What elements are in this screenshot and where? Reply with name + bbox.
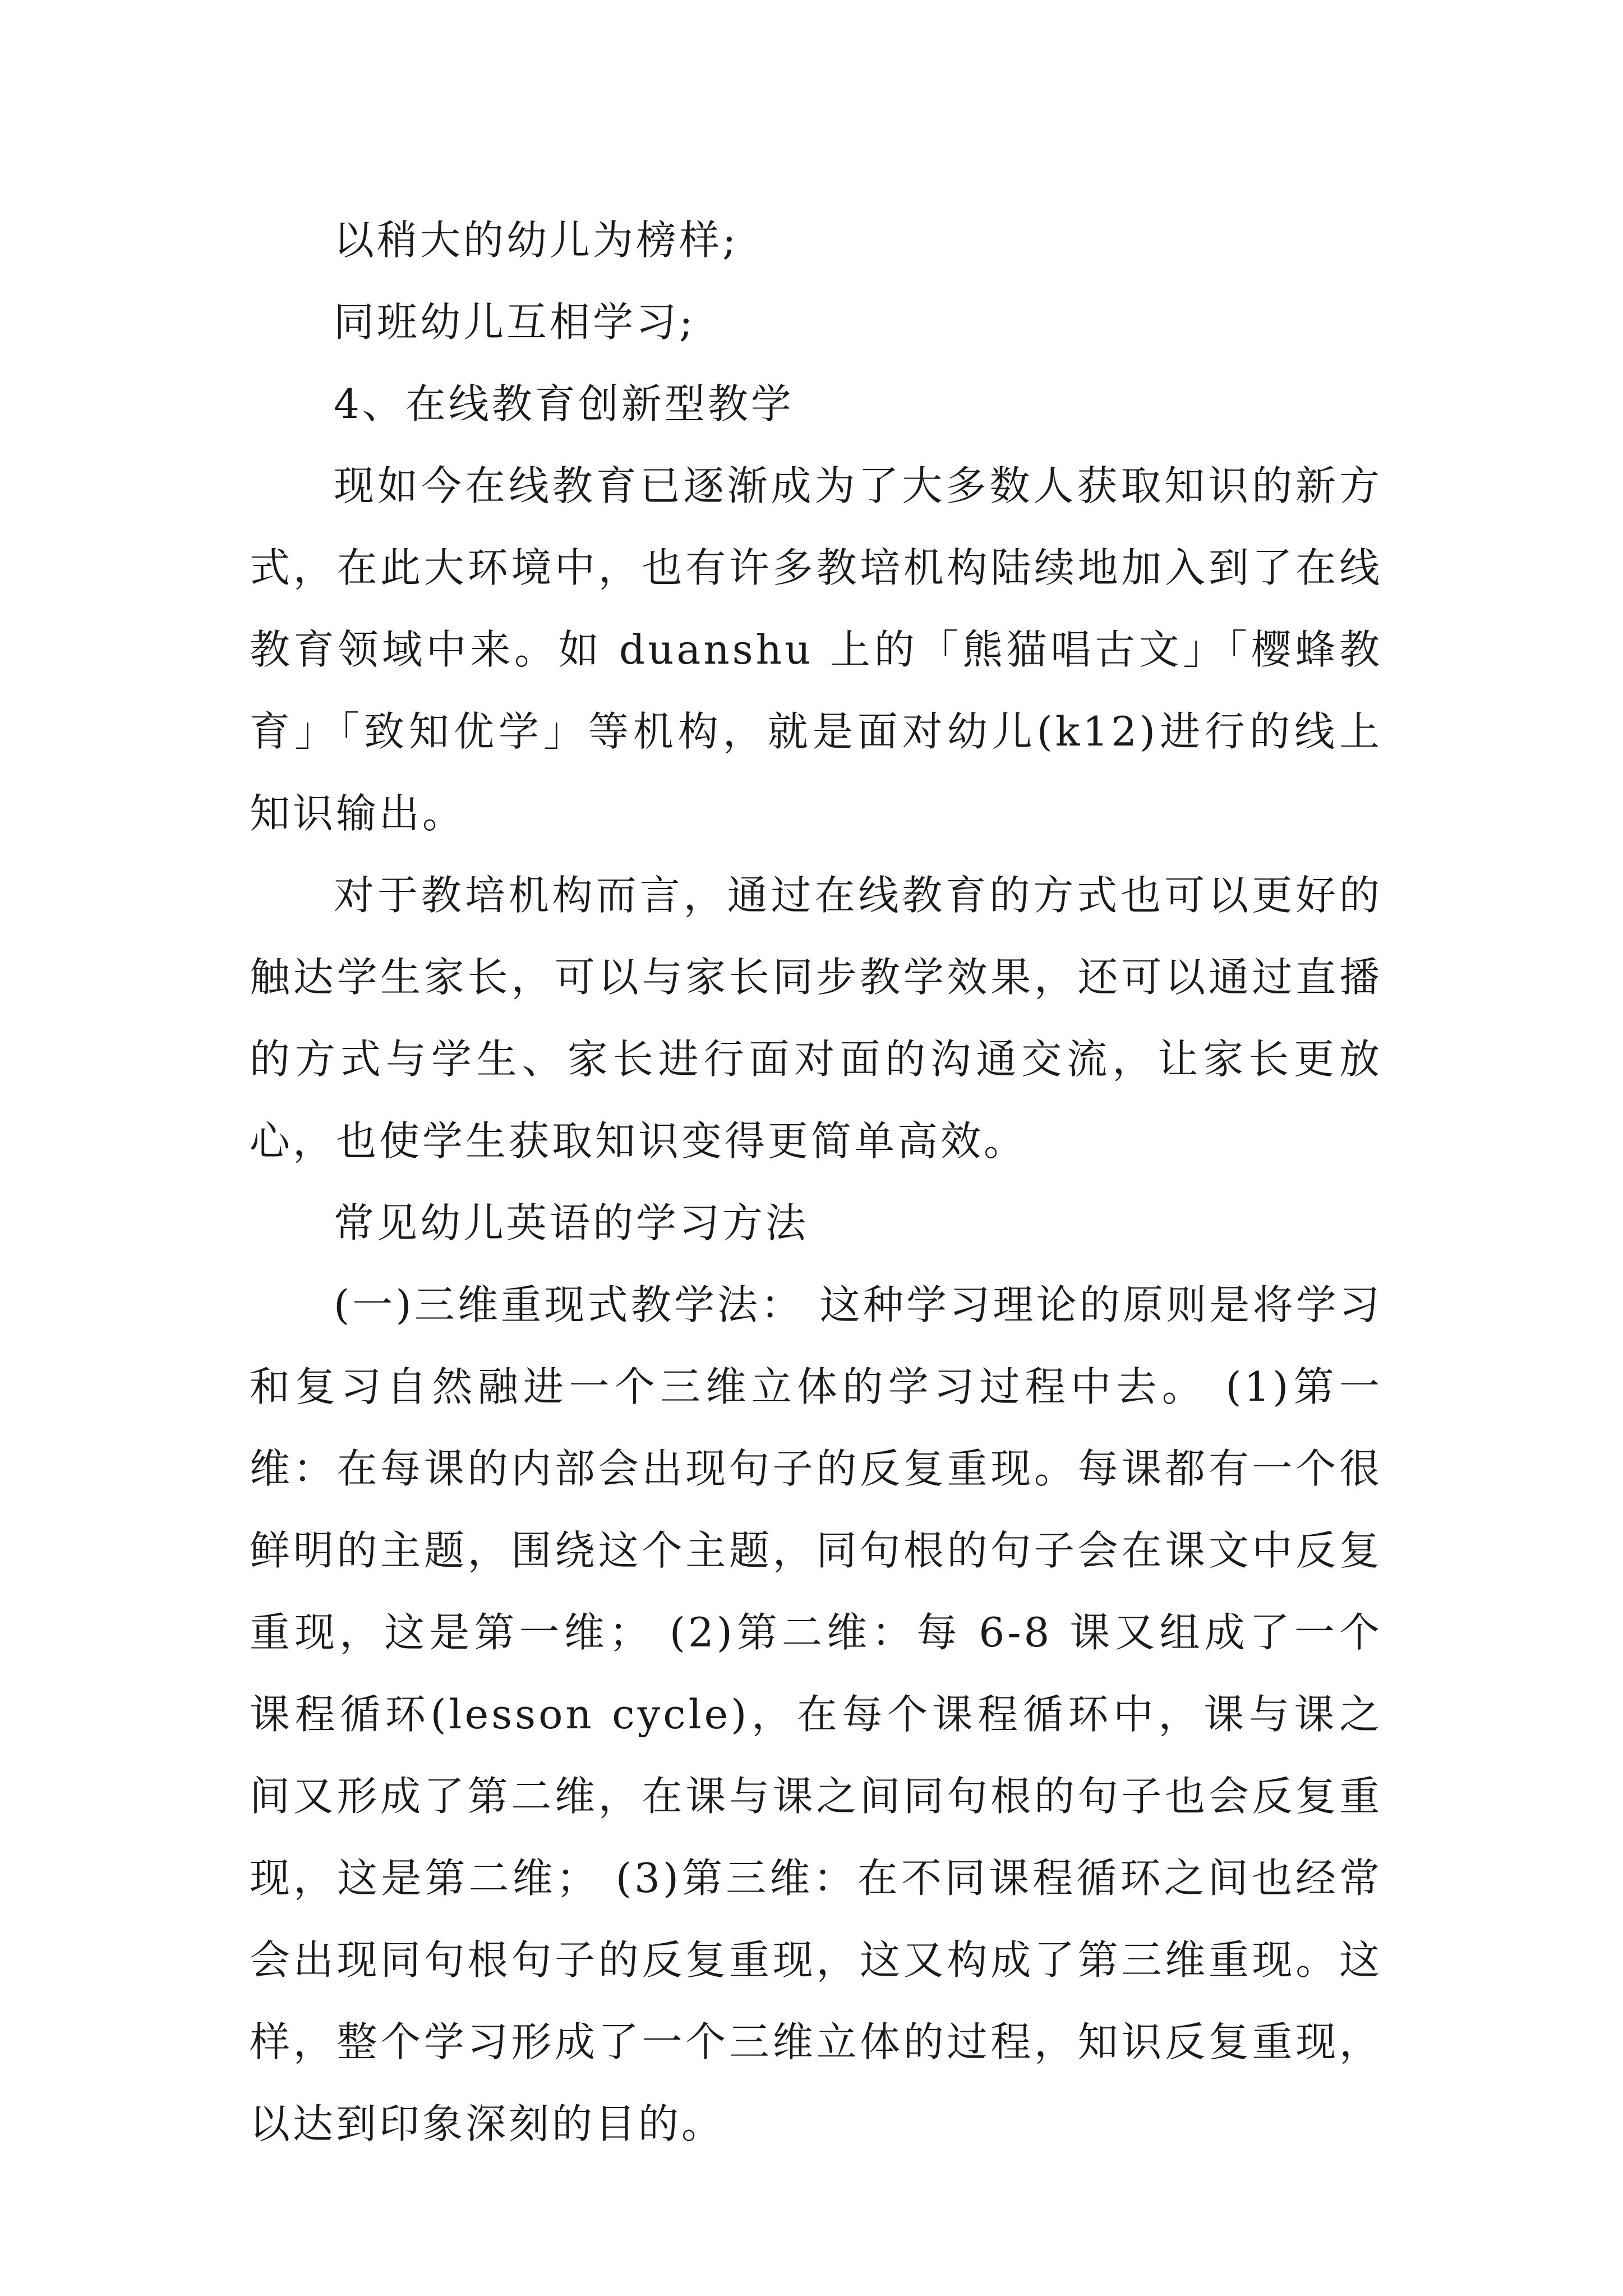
paragraph-online-education-intro: 现如今在线教育已逐渐成为了大多数人获取知识的新方式，在此大环境中，也有许多教培机构陆续地加入到了在线教育领域中来。如 duanshu 上的「熊猫唱古文」「樱蜂教育」「致知优学」等机构，就是面对幼儿(k12)进行的线上知识输出。 (250, 462, 1382, 837)
document-body (250, 199, 1382, 2165)
paragraph-online-education-benefits: 对于教培机构而言，通过在线教育的方式也可以更好的触达学生家长，可以与家长同步教学效果，还可以通过直播的方式与学生、家长进行面对面的沟通交流，让家长更放心，也使学生获取知识变得更简单高效。 (250, 872, 1382, 1165)
paragraph-three-dimensional-method: (一)三维重现式教学法： 这种学习理论的原则是将学习和复习自然融进一个三维立体的学习过程中去。 (1)第一维：在每课的内部会出现句子的反复重现。每课都有一个很鲜明的主题，围绕这个主题，同句根的句子会在课文中反复重现，这是第一维； (2)第二维：每 6-8 课又组成了一个课程循环(lesson cycle)，在每个课程循环中，课与课之间又形成了第二维，在课与课之间同句根的句子也会反复重现，这是第二维； (3)第三维：在不同课程循环之间也经常会出现同句根句子的反复重现，这又构成了第三维重现。这样，整个学习形成了一个三维立体的过程，知识反复重现，以达到印象深刻的目的。 (250, 1281, 1382, 2147)
section-heading-learning-methods: 常见幼儿英语的学习方法 (334, 1199, 809, 1246)
paragraph-role-model: 以稍大的幼儿为榜样; (334, 217, 739, 264)
section-heading-online-education: 4、在线教育创新型教学 (334, 380, 794, 427)
paragraph-peer-learning: 同班幼儿互相学习; (334, 298, 696, 346)
